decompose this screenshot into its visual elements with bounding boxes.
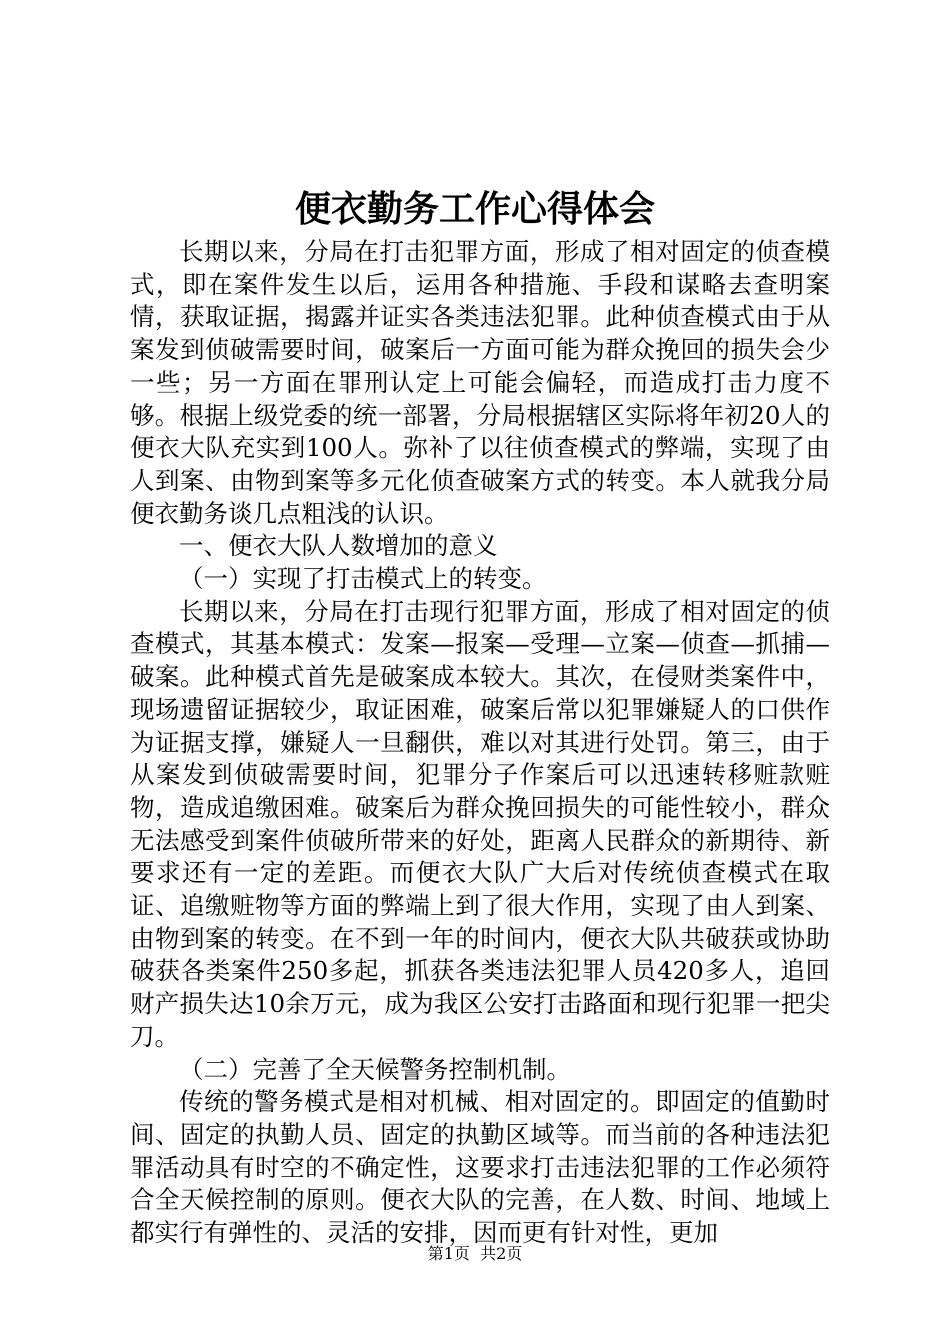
page-total: 共2页	[480, 1244, 523, 1263]
section-heading-1: 一、便衣大队人数增加的意义	[179, 531, 498, 561]
page-footer	[0, 1244, 950, 1264]
page-number: 第1页	[427, 1244, 470, 1263]
paragraph-subsection-2: 传统的警务模式是相对机械、相对固定的。即固定的值勤时间、固定的执勤人员、固定的执勤区域等。而当前的各种违法犯罪活动具有时空的不确定性，这要求打击违法犯罪的工作必须符合全天候控制的原则。便衣大队的完善，在人数、时间、地域上都实行有弹性的、灵活的安排，因而更有针对性，更加	[130, 1087, 830, 1248]
document-body	[130, 236, 830, 1250]
paragraph-intro: 长期以来，分局在打击犯罪方面，形成了相对固定的侦查模式，即在案件发生以后，运用各种措施、手段和谋略去查明案情，获取证据，揭露并证实各类违法犯罪。此种侦查模式由于从案发到侦破需要时间，破案后一方面可能为群众挽回的损失会少一些；另一方面在罪刑认定上可能会偏轻，而造成打击力度不够。根据上级党委的统一部署，分局根据辖区实际将年初20人的便衣大队充实到100人。弥补了以往侦查模式的弊端，实现了由人到案、由物到案等多元化侦查破案方式的转变。本人就我分局便衣勤务谈几点粗浅的认识。	[130, 237, 830, 528]
paragraph-subsection-1: 长期以来，分局在打击现行犯罪方面，形成了相对固定的侦查模式，其基本模式：发案—报案—受理—立案—侦查—抓捕—破案。此种模式首先是破案成本较大。其次，在侵财类案件中，现场遗留证据较少，取证困难，破案后常以犯罪嫌疑人的口供作为证据支撑，嫌疑人一旦翻供，难以对其进行处罚。第三，由于从案发到侦破需要时间，犯罪分子作案后可以迅速转移赃款赃物，造成追缴困难。破案后为群众挽回损失的可能性较小，群众无法感受到案件侦破所带来的好处，距离人民群众的新期待、新要求还有一定的差距。而便衣大队广大后对传统侦查模式在取证、追缴赃物等方面的弊端上到了很大作用，实现了由人到案、由物到案的转变。在不到一年的时间内，便衣大队共破获或协助破获各类案件250多起，抓获各类违法犯罪人员420多人，追回财产损失达10余万元，成为我区公安打击路面和现行犯罪一把尖刀。	[130, 596, 830, 1051]
document-title: 便衣勤务工作心得体会	[294, 188, 655, 230]
subsection-heading-1: （一）实现了打击模式上的转变。	[179, 564, 547, 594]
subsection-heading-2: （二）完善了全天候警务控制机制。	[179, 1054, 571, 1084]
